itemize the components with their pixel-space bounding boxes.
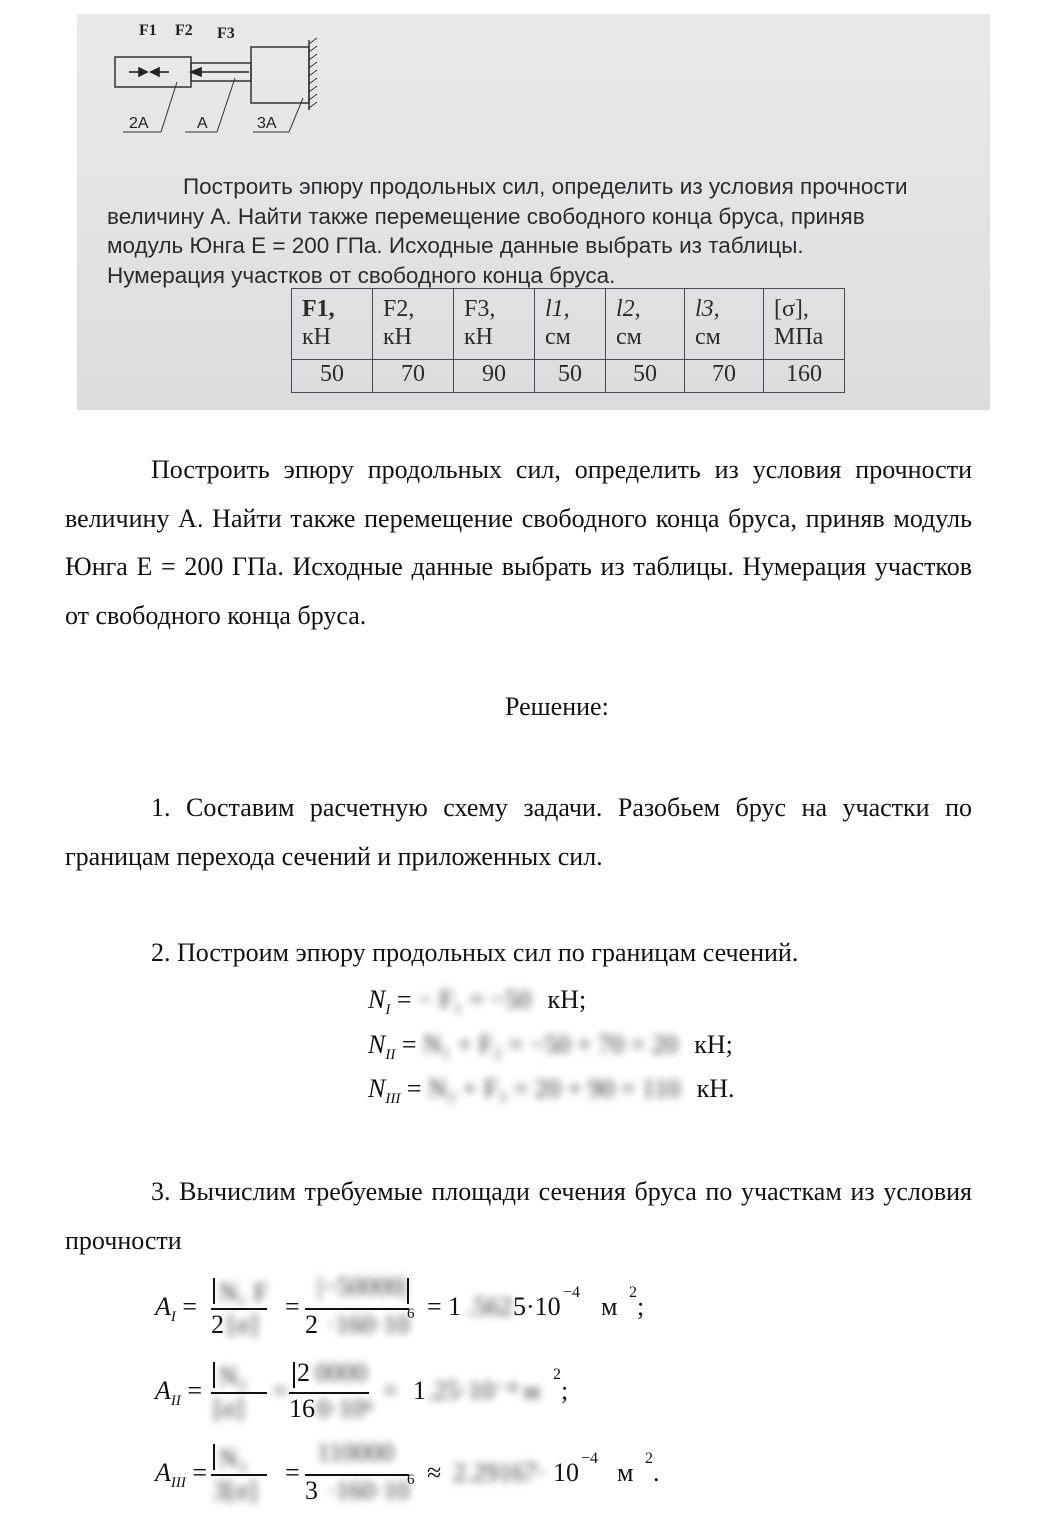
wall-hatch bbox=[309, 38, 317, 108]
intro-paragraph-block bbox=[65, 446, 972, 640]
step3-paragraph: 3. Вычислим требуемые площади сечения бруса по участкам из условия прочности bbox=[65, 1177, 972, 1255]
formula-n3: $N_{III} = N_2 + F_3 = 20 + 90 = 110$ кН. bbox=[368, 1074, 735, 1108]
beam-diagram bbox=[77, 14, 990, 174]
table-values-row: 50 70 90 50 50 70 160 bbox=[292, 360, 845, 393]
step2-paragraph: 2. Построим эпюру продольных сил по границам сечений. bbox=[151, 938, 799, 967]
given-data-table bbox=[291, 288, 845, 393]
label-f3: F3 bbox=[217, 25, 235, 42]
step3-block bbox=[65, 1168, 972, 1265]
formula-n2: $N_{II} = N_1 + F_2 = -50 + 70 = 20$ кН; bbox=[368, 1030, 733, 1064]
formula-n1: $N_I$ = − F₁ = −50 кН; bbox=[368, 985, 587, 1019]
label-f1: F1 bbox=[139, 22, 157, 39]
step2-block bbox=[65, 929, 972, 978]
intro-paragraph: Построить эпюру продольных сил, определить из условия прочности величину А. Найти также перемещение свободного конца бруса, приняв модуль Юнга Е = 200 ГПа. Исходные данные выбрать из таблицы. Нумерация участков от свободного конца бруса. bbox=[65, 455, 972, 630]
label-a: A bbox=[197, 115, 208, 132]
label-f2: F2 bbox=[175, 22, 193, 39]
step1-block bbox=[65, 784, 972, 881]
label-2a: 2A bbox=[129, 115, 149, 132]
step1-paragraph: 1. Составим расчетную схему задачи. Разобьем брус на участки по границам перехода сечений и приложенных сил. bbox=[65, 793, 972, 871]
segment-3a bbox=[251, 47, 309, 103]
solution-heading: Решение: bbox=[505, 692, 609, 721]
task-photo bbox=[77, 14, 990, 410]
label-3a: 3A bbox=[257, 115, 277, 132]
table-header-row: F1, кН F2, кН F3, кН l1, см l2, см l3, см [σ], МПа bbox=[292, 289, 845, 360]
photo-task-text: Построить эпюру продольных сил, определить из условия прочности величину А. Найти также перемещение свободного конца бруса, приняв модуль Юнга Е = 200 ГПа. Исходные данные выбрать из таблицы. Нумерация участков от свободного конца бруса. bbox=[107, 174, 908, 288]
